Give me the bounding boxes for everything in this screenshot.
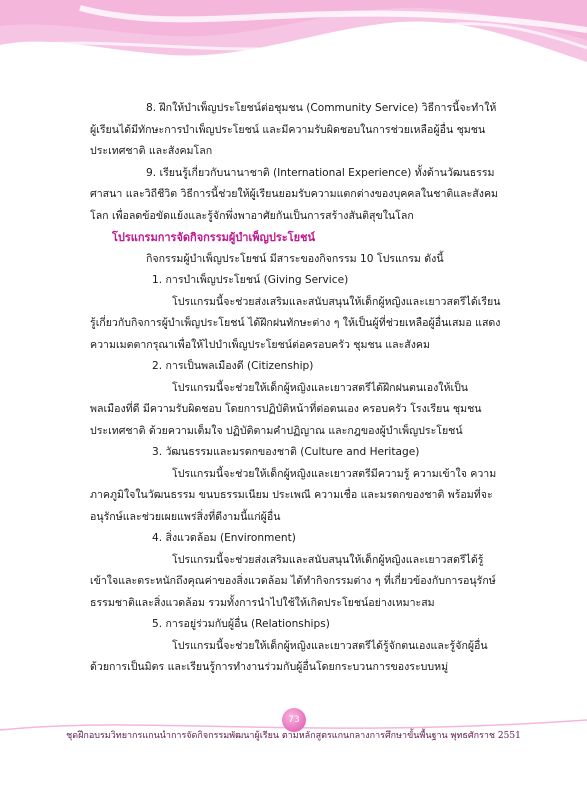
program-2-title: 2. การเป็นพลเมืองดี (Citizenship): [152, 360, 314, 372]
program-5-title: 5. การอยู่ร่วมกับผู้อื่น (Relationships): [152, 618, 330, 630]
program-3-body: โปรแกรมนี้จะช่วยให้เด็กผู้หญิงและเยาวสตรีมีความรู้ ความเข้าใจ ความภาคภูมิใจในวัฒนธรรม ขนบธรรมเนียม ประเพณี ความเชื่อ และมรดกของชาติ พร้อมที่จะอนุรักษ์และช่วยเผยแพร่สิ่งที่ดีงามนี้แก่ผู้อื่น: [90, 467, 497, 523]
section-intro: กิจกรรมผู้บำเพ็ญประโยชน์ มีสาระของกิจกรรม 10 โปรแกรม ดังนี้: [146, 252, 444, 265]
paragraph-9: 9. เรียนรู้เกี่ยวกับนานาชาติ (International Experience) ทั้งด้านวัฒนธรรม ศาสนา และวิถีชีวิต วิธีการนี้ช่วยให้ผู้เรียนยอมรับความแตกต่างของบุคคลในชาติและสังคมโลก เพื่อลดข้อขัดแย้งและรู้จักพึ่งพาอาศัยกันเป็นการสร้างสันติสุขในโลก: [90, 166, 499, 222]
document-body: [90, 98, 502, 679]
program-1-body: โปรแกรมนี้จะช่วยส่งเสริมและสนับสนุนให้เด็กผู้หญิงและเยาวสตรีได้เรียนรู้เกี่ยวกับกิจการผู้บำเพ็ญประโยชน์ ได้ฝึกฝนทักษะต่าง ๆ ให้เป็นผู้ที่ช่วยเหลือผู้อื่นเสมอ แสดงความเมตตากรุณาเพื่อให้ไปบำเพ็ญประโยชน์ต่อครอบครัว ชุมชน และสังคม: [90, 295, 501, 351]
program-2-body: โปรแกรมนี้จะช่วยให้เด็กผู้หญิงและเยาวสตรีได้ฝึกฝนตนเองให้เป็นพลเมืองที่ดี มีความรับผิดชอบ โดยการปฏิบัติหน้าที่ต่อตนเอง ครอบครัว โรงเรียน ชุมชน ประเทศชาติ ด้วยความเต็มใจ ปฏิบัติตามคำปฏิญาณ และกฎของผู้บำเพ็ญประโยชน์: [90, 381, 482, 437]
section-heading: โปรแกรมการจัดกิจกรรมผู้บำเพ็ญประโยชน์: [112, 231, 316, 244]
program-5-body: โปรแกรมนี้จะช่วยให้เด็กผู้หญิงและเยาวสตรีได้รู้จักตนเองและรู้จักผู้อื่นด้วยการเป็นมิตร และเรียนรู้การทำงานร่วมกับผู้อื่นโดยกระบวนการของระบบหมู่: [90, 639, 488, 673]
header-wave-banner: [0, 0, 587, 110]
paragraph-8: 8. ฝึกให้บำเพ็ญประโยชน์ต่อชุมชน (Community Service) วิธีการนี้จะทำให้ผู้เรียนได้มีทักษะการบำเพ็ญประโยชน์ และมีความรับผิดชอบในการช่วยเหลือผู้อื่น ชุมชน ประเทศชาติ และสังคมโลก: [90, 102, 497, 157]
program-3-title: 3. วัฒนธรรมและมรดกของชาติ (Culture and Heritage): [152, 446, 420, 458]
page-number-badge: 73: [282, 708, 306, 732]
footer-caption: ชุดฝึกอบรมวิทยากรแกนนำการจัดกิจกรรมพัฒนาผู้เรียน ตามหลักสูตรแกนกลางการศึกษาขั้นพื้นฐาน พุทธศักราช 2551: [66, 731, 521, 741]
program-4-title: 4. สิ่งแวดล้อม (Environment): [152, 532, 296, 544]
program-4-body: โปรแกรมนี้จะช่วยส่งเสริมและสนับสนุนให้เด็กผู้หญิงและเยาวสตรีได้รู้เข้าใจและตระหนักถึงคุณค่าของสิ่งแวดล้อม ได้ทำกิจกรรมต่าง ๆ ที่เกี่ยวข้องกับการอนุรักษ์ธรรมชาติและสิ่งแวดล้อม รวมทั้งการนำไปใช้ให้เกิดประโยชน์อย่างเหมาะสม: [90, 553, 496, 609]
program-1-title: 1. การบำเพ็ญประโยชน์ (Giving Service): [152, 274, 349, 286]
